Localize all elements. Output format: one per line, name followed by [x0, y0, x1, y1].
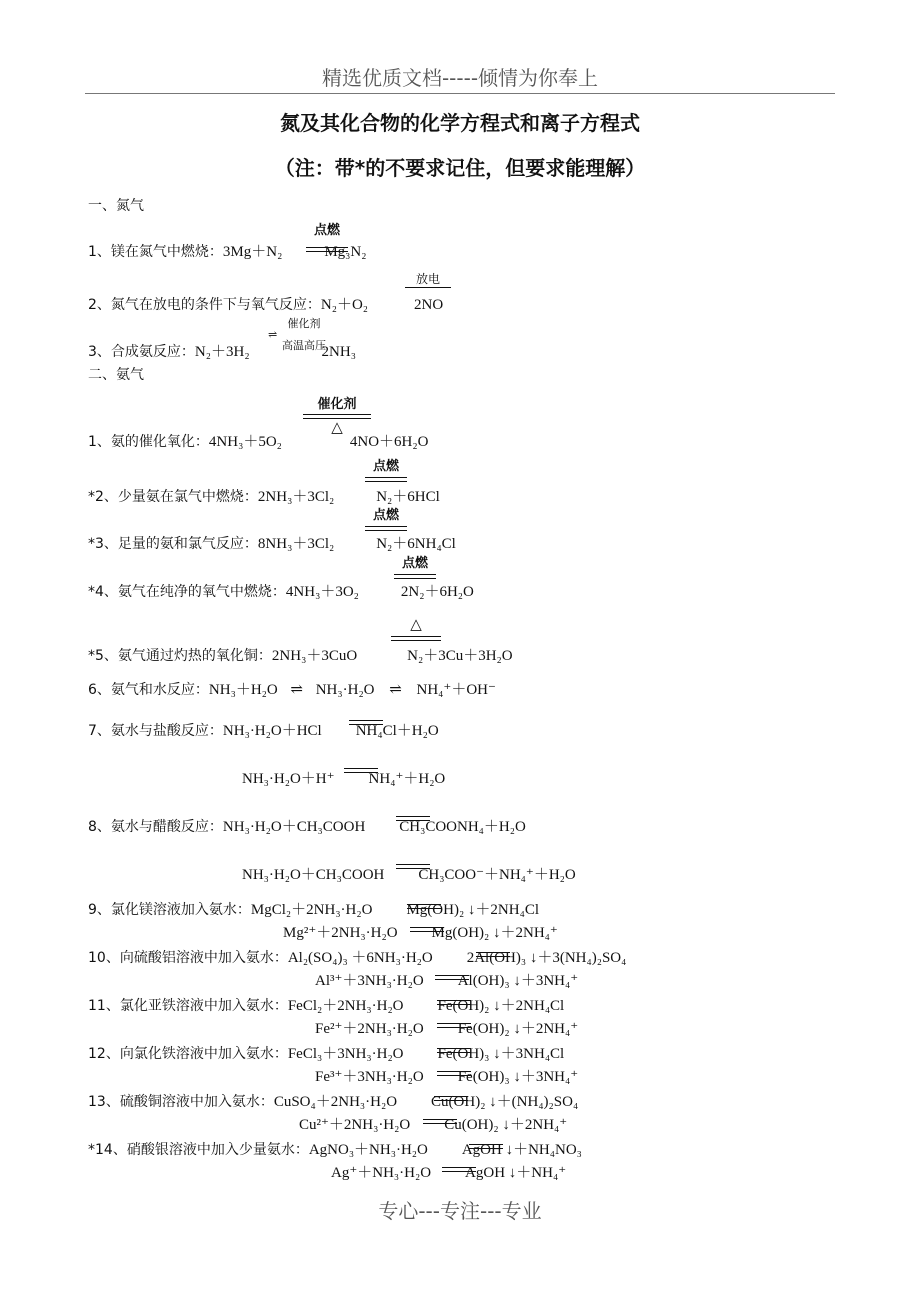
equation-reactants: 4NH₃＋3O₂: [285, 584, 359, 600]
equation-a11: [88, 994, 564, 1015]
equation-reactants: NH₃·H₂O＋H⁺: [242, 771, 335, 787]
reversible-arrow: ⇌: [268, 329, 278, 341]
equation-a10: [88, 946, 626, 967]
equation-label: 1、镁在氮气中燃烧：: [88, 244, 223, 260]
equation-products: 2N₂＋6H₂O: [400, 584, 474, 600]
section-heading-nitrogen: 一、氮气: [88, 198, 144, 214]
equation-products: CH₃COO⁻＋NH₄⁺＋H₂O: [418, 867, 576, 883]
equals-sign: [423, 1119, 457, 1124]
equation-reactants: 3Mg＋N₂: [222, 244, 283, 260]
header-rule: [85, 93, 835, 94]
equation-products: Cu(OH)₂ ↓＋2NH₄⁺: [444, 1117, 568, 1133]
equation-reactants: MgCl₂＋2NH₃·H₂O: [250, 902, 373, 918]
equation-label: 3、合成氨反应：: [88, 344, 195, 360]
equation-a1: [88, 430, 428, 451]
equals-sign: [306, 247, 348, 252]
equals-sign: [437, 1023, 471, 1028]
equals-sign: [476, 952, 510, 957]
equals-sign: [349, 720, 383, 725]
equation-label: 7、氨水与盐酸反应：: [88, 723, 223, 739]
equation-a6: [88, 678, 496, 699]
condition-ignite: 点燃: [313, 223, 340, 238]
equation-reactants: CuSO₄＋2NH₃·H₂O: [273, 1094, 398, 1110]
equation-a7: [88, 719, 439, 740]
equation-reactants: NH₃＋H₂O: [208, 682, 278, 698]
equation-products: NH₄⁺＋OH⁻: [416, 682, 496, 698]
equation-label: 2、氮气在放电的条件下与氧气反应：: [88, 297, 321, 313]
condition-catalyst: 催化剂: [317, 397, 357, 412]
equals-sign: [437, 1000, 471, 1005]
equation-label: *14、硝酸银溶液中加入少量氨水：: [88, 1142, 309, 1158]
equals-sign: [434, 1096, 468, 1101]
equals-sign: [344, 768, 378, 773]
equation-label: 8、氨水与醋酸反应：: [88, 819, 223, 835]
equation-products: Mg₃N₂: [324, 244, 367, 260]
equals-sign: [391, 636, 441, 641]
equation-reactants: N₂＋O₂: [320, 297, 369, 313]
equation-reactants: NH₃·H₂O＋CH₃COOH: [222, 819, 366, 835]
equation-reactants: Cu²⁺＋2NH₃·H₂O: [299, 1117, 411, 1133]
equation-reactants: Al₂(SO₄)₃ ＋6NH₃·H₂O: [287, 950, 433, 966]
equation-products: 2NO: [414, 297, 444, 313]
equation-label: 12、向氯化铁溶液中加入氨水：: [88, 1046, 288, 1062]
equation-products: CH₃COONH₄＋H₂O: [399, 819, 526, 835]
page-header: 精选优质文档-----倾情为你奉上: [321, 66, 599, 90]
page-footer: 专心---专注---专业: [378, 1199, 542, 1223]
heat-triangle: △: [331, 420, 343, 436]
equation-products: Mg(OH)₂ ↓＋2NH₄⁺: [431, 925, 558, 941]
equation-a2: [88, 485, 440, 506]
equation-products: N₂＋6HCl: [376, 489, 440, 505]
equals-sign: [435, 975, 469, 980]
equation-label: 11、氯化亚铁溶液中加入氨水：: [88, 998, 288, 1014]
equation-products: N₂＋6NH₄Cl: [376, 536, 456, 552]
equation-products: Fe(OH)₂ ↓＋2NH₄Cl: [437, 998, 565, 1014]
equation-n2: [88, 293, 443, 314]
equation-label: 13、硫酸铜溶液中加入氨水：: [88, 1094, 274, 1110]
equation-products: 2NH₃: [321, 344, 356, 360]
equation-products: 4NO＋6H₂O: [349, 434, 429, 450]
equation-reactants: NH₃·H₂O＋CH₃COOH: [242, 867, 385, 883]
equation-label: *3、足量的氨和氯气反应：: [88, 536, 258, 552]
reversible-arrow: ⇌: [389, 682, 402, 698]
equation-label: 6、氨气和水反应：: [88, 682, 209, 698]
reaction-bar: [405, 287, 451, 288]
equation-products: 2Al(OH)₃ ↓＋3(NH₄)₂SO₄: [466, 950, 627, 966]
equation-a8: [88, 815, 526, 836]
equals-sign: [396, 816, 430, 821]
equals-sign: [303, 414, 371, 419]
equation-a12: [88, 1042, 564, 1063]
equals-sign: [407, 904, 441, 909]
equation-products: Al(OH)₃ ↓＋3NH₄⁺: [457, 973, 579, 989]
equation-reactants: Ag⁺＋NH₃·H₂O: [331, 1165, 432, 1181]
heat-triangle: △: [410, 617, 422, 633]
equation-reactants: N₂＋3H₂: [194, 344, 250, 360]
equals-sign: [437, 1071, 471, 1076]
equals-sign: [365, 526, 407, 531]
equation-a3: [88, 532, 456, 553]
equation-reactants: AgNO₃＋NH₃·H₂O: [308, 1142, 428, 1158]
condition-ignite: 点燃: [401, 556, 428, 571]
equation-intermediate: NH₃·H₂O: [315, 682, 375, 698]
equals-sign: [396, 864, 430, 869]
condition-ignite: 点燃: [372, 459, 399, 474]
equals-sign: [442, 1167, 476, 1172]
equation-reactants: 8NH₃＋3Cl₂: [257, 536, 335, 552]
equation-products: Fe(OH)₂ ↓＋2NH₄⁺: [457, 1021, 579, 1037]
equation-a4: [88, 580, 474, 601]
equation-reactants: Fe³⁺＋3NH₃·H₂O: [315, 1069, 424, 1085]
condition-discharge: 放电: [415, 272, 440, 286]
section-heading-ammonia: 二、氨气: [88, 367, 144, 383]
equals-sign: [365, 477, 407, 482]
equation-products: AgOH ↓＋NH₄⁺: [465, 1165, 567, 1181]
document-note: （注：带*的不要求记住，但要求能理解）: [274, 156, 646, 180]
condition-catalyst: 催化剂: [287, 317, 321, 330]
equation-reactants: NH₃·H₂O＋HCl: [222, 723, 322, 739]
equation-label: *5、氨气通过灼热的氧化铜：: [88, 648, 272, 664]
equation-label: 9、氯化镁溶液加入氨水：: [88, 902, 251, 918]
equation-products: AgOH ↓＋NH₄NO₃: [461, 1142, 582, 1158]
condition-high-temp-pressure: 高温高压: [282, 339, 326, 352]
equation-products: N₂＋3Cu＋3H₂O: [407, 648, 513, 664]
equation-label: 10、向硫酸铝溶液中加入氨水：: [88, 950, 288, 966]
equation-label: 1、氨的催化氧化：: [88, 434, 209, 450]
equation-reactants: FeCl₂＋2NH₃·H₂O: [287, 998, 404, 1014]
equation-a9: [88, 898, 539, 919]
equation-products: Fe(OH)₃ ↓＋3NH₄Cl: [437, 1046, 565, 1062]
equation-a13: [88, 1090, 578, 1111]
reversible-arrow: ⇌: [290, 682, 303, 698]
equals-sign: [394, 574, 436, 579]
equation-reactants: FeCl₃＋3NH₃·H₂O: [287, 1046, 404, 1062]
equation-reactants: Al³⁺＋3NH₃·H₂O: [315, 973, 424, 989]
equation-products: Cu(OH)₂ ↓＋(NH₄)₂SO₄: [431, 1094, 579, 1110]
condition-ignite: 点燃: [372, 508, 399, 523]
document-title: 氮及其化合物的化学方程式和离子方程式: [280, 111, 640, 135]
equals-sign: [437, 1048, 471, 1053]
equation-products: NH₄Cl＋H₂O: [355, 723, 439, 739]
equation-label: *2、少量氨在氯气中燃烧：: [88, 489, 258, 505]
equation-products: NH₄⁺＋H₂O: [368, 771, 446, 787]
equation-reactants: Fe²⁺＋2NH₃·H₂O: [315, 1021, 424, 1037]
equation-a14: [88, 1138, 582, 1159]
equals-sign: [410, 927, 444, 932]
equation-reactants: Mg²⁺＋2NH₃·H₂O: [283, 925, 398, 941]
equation-reactants: 2NH₃＋3Cl₂: [257, 489, 335, 505]
equals-sign: [469, 1144, 503, 1149]
equation-a5: [88, 644, 513, 665]
equation-products: Mg(OH)₂ ↓＋2NH₄Cl: [406, 902, 539, 918]
equation-reactants: 4NH₃＋5O₂: [208, 434, 282, 450]
equation-label: *4、氨气在纯净的氧气中燃烧：: [88, 584, 286, 600]
equation-reactants: 2NH₃＋3CuO: [271, 648, 358, 664]
equation-products: Fe(OH)₃ ↓＋3NH₄⁺: [457, 1069, 579, 1085]
